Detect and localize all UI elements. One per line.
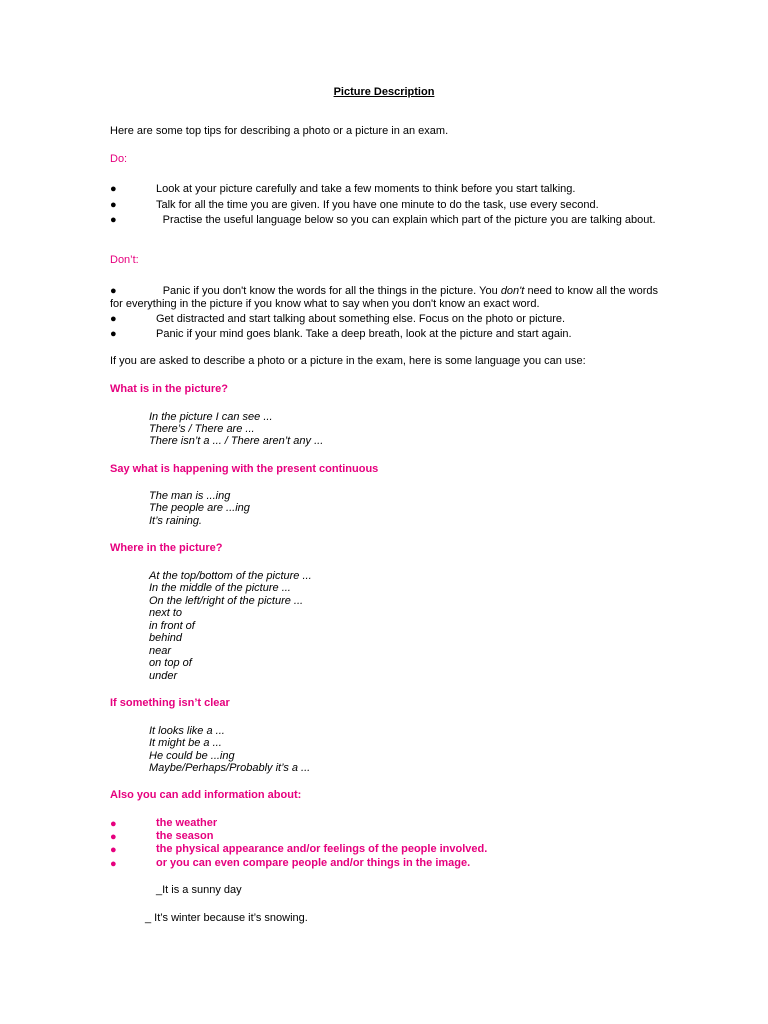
bullet-icon: ● (110, 214, 117, 226)
phrase-line: It looks like a ... (149, 725, 225, 737)
page-title: Picture Description (333, 86, 435, 98)
phrase-line: There isn’t a ... / There aren’t any ... (149, 435, 324, 447)
phrase-line: behind (149, 632, 183, 644)
also-item-2: the season (156, 830, 214, 842)
dont-item-1-text-a: Panic if you don't know the words for all the things in the picture. You (162, 285, 501, 297)
bullet-icon: ● (110, 328, 117, 340)
bullet-icon: ● (110, 818, 117, 830)
phrase-line: It might be a ... (149, 737, 222, 749)
dont-heading: Don’t: (110, 254, 139, 266)
dont-item-1 (110, 285, 658, 311)
phrase-line: on top of (149, 657, 192, 669)
section-heading-unclear: If something isn’t clear (110, 697, 230, 709)
do-item-1: Look at your picture carefully and take a few moments to think before you start talking. (156, 183, 576, 195)
also-item-4: or you can even compare people and/or things in the image. (156, 857, 471, 869)
do-item-2: Talk for all the time you are given. If you have one minute to do the task, use every second. (156, 199, 599, 211)
do-item-3-text: Practise the useful language below so you can explain which part of the picture you are talking about. (162, 214, 656, 226)
phrase-line: Maybe/Perhaps/Probably it’s a ... (149, 762, 311, 774)
example-line: _ It’s winter because it’s snowing. (145, 912, 308, 924)
phrase-line: In the picture I can see ... (149, 411, 273, 423)
phrase-line: The man is ...ing (149, 490, 231, 502)
phrase-line: He could be ...ing (149, 750, 235, 762)
also-item-1: the weather (156, 817, 218, 829)
phrase-line: It’s raining. (149, 515, 202, 527)
section-heading-what: What is in the picture? (110, 383, 228, 395)
dont-item-1-emphasis: don't (500, 285, 525, 297)
phrase-line: In the middle of the picture ... (149, 582, 291, 594)
bullet-icon: ● (110, 285, 117, 297)
dont-item-3: Panic if your mind goes blank. Take a deep breath, look at the picture and start again. (156, 328, 572, 340)
phrase-line: in front of (149, 620, 195, 632)
also-item-3: the physical appearance and/or feelings of the people involved. (156, 843, 488, 855)
phrase-line: There’s / There are ... (149, 423, 255, 435)
section-heading-where: Where in the picture? (110, 542, 223, 554)
do-item-3 (110, 214, 658, 227)
phrase-line: On the left/right of the picture ... (149, 595, 304, 607)
do-heading: Do: (110, 153, 128, 165)
phrase-line: The people are ...ing (149, 502, 250, 514)
dont-item-1-text-b: need to know all the words for everything in the picture if you know what to say when you don't know an exact word. (110, 285, 658, 310)
phrase-line: near (149, 645, 172, 657)
bullet-icon: ● (110, 199, 117, 211)
bullet-icon: ● (110, 313, 117, 325)
bullet-icon: ● (110, 831, 117, 843)
bullet-icon: ● (110, 858, 117, 870)
phrase-line: next to (149, 607, 183, 619)
bullet-icon: ● (110, 183, 117, 195)
section-heading-happening: Say what is happening with the present continuous (110, 463, 379, 475)
intro-text: Here are some top tips for describing a photo or a picture in an exam. (110, 125, 449, 137)
phrase-line: At the top/bottom of the picture ... (149, 570, 312, 582)
section-heading-also: Also you can add information about: (110, 789, 302, 801)
dont-item-2: Get distracted and start talking about something else. Focus on the photo or picture. (156, 313, 566, 325)
example-line: _It is a sunny day (156, 884, 242, 896)
bullet-icon: ● (110, 844, 117, 856)
phrase-line: under (149, 670, 178, 682)
language-intro: If you are asked to describe a photo or a picture in the exam, here is some language you can use: (110, 355, 586, 367)
